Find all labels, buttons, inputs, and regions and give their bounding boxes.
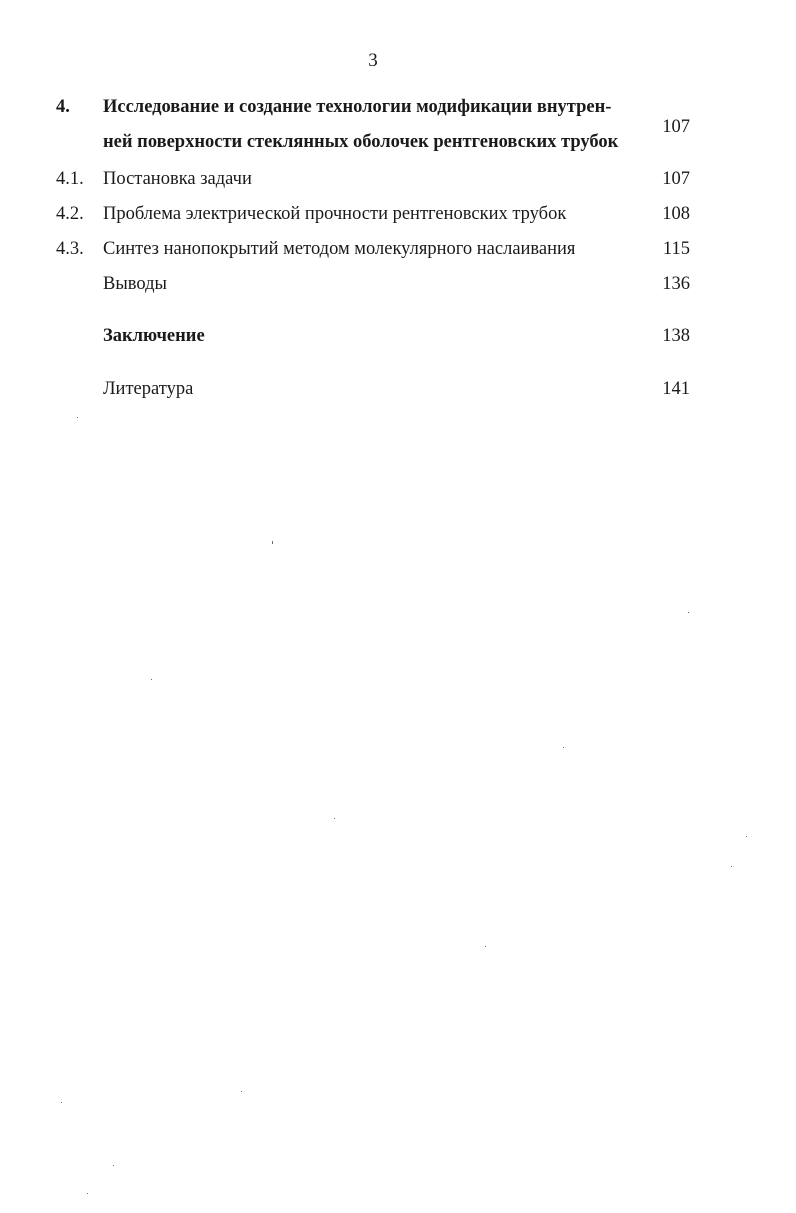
- scan-speck: [334, 818, 335, 819]
- toc-chapter-page: 107: [662, 117, 690, 137]
- toc-item-title: Постановка задачи: [103, 169, 252, 189]
- toc-chapter-row: [56, 90, 696, 160]
- scan-speck: [563, 747, 564, 748]
- toc-conclusion-page: 138: [662, 326, 690, 346]
- toc-item-number: 4.1.: [56, 169, 84, 189]
- toc-item-page: 115: [662, 239, 690, 259]
- toc-item-page: 107: [662, 169, 690, 189]
- page-number: 3: [368, 50, 378, 71]
- scan-speck: [61, 1102, 62, 1103]
- scan-speck: [731, 866, 732, 867]
- toc-chapter-title-line2: ней поверхности стеклянных оболочек рентгеновских трубок: [103, 132, 619, 152]
- scan-speck: [113, 1165, 114, 1166]
- toc-chapter-title: [103, 90, 648, 160]
- toc-item-page: 108: [662, 204, 690, 224]
- scan-speck: [77, 417, 78, 418]
- toc-item-title: Выводы: [103, 274, 167, 294]
- scan-speck: [241, 1091, 242, 1092]
- scan-speck: [272, 541, 273, 544]
- toc-item-number: 4.2.: [56, 204, 84, 224]
- toc-item-title: Проблема электрической прочности рентгеновских трубок: [103, 204, 567, 224]
- scan-speck: [87, 1193, 88, 1194]
- scan-speck: [485, 946, 486, 947]
- toc-literature-title: Литература: [103, 379, 194, 399]
- toc-literature-page: 141: [662, 379, 690, 399]
- toc-item-page: 136: [662, 274, 690, 294]
- toc-chapter-title-line1: Исследование и создание технологии модификации внутрен-: [103, 97, 612, 117]
- toc-item-title: Синтез нанопокрытий методом молекулярного наслаивания: [103, 239, 576, 259]
- scan-speck: [151, 679, 152, 680]
- toc-chapter-number: 4.: [56, 97, 70, 117]
- toc-conclusion-title: Заключение: [103, 326, 205, 346]
- toc-item-number: 4.3.: [56, 239, 84, 259]
- scan-speck: [688, 612, 689, 613]
- scan-speck: [746, 836, 747, 837]
